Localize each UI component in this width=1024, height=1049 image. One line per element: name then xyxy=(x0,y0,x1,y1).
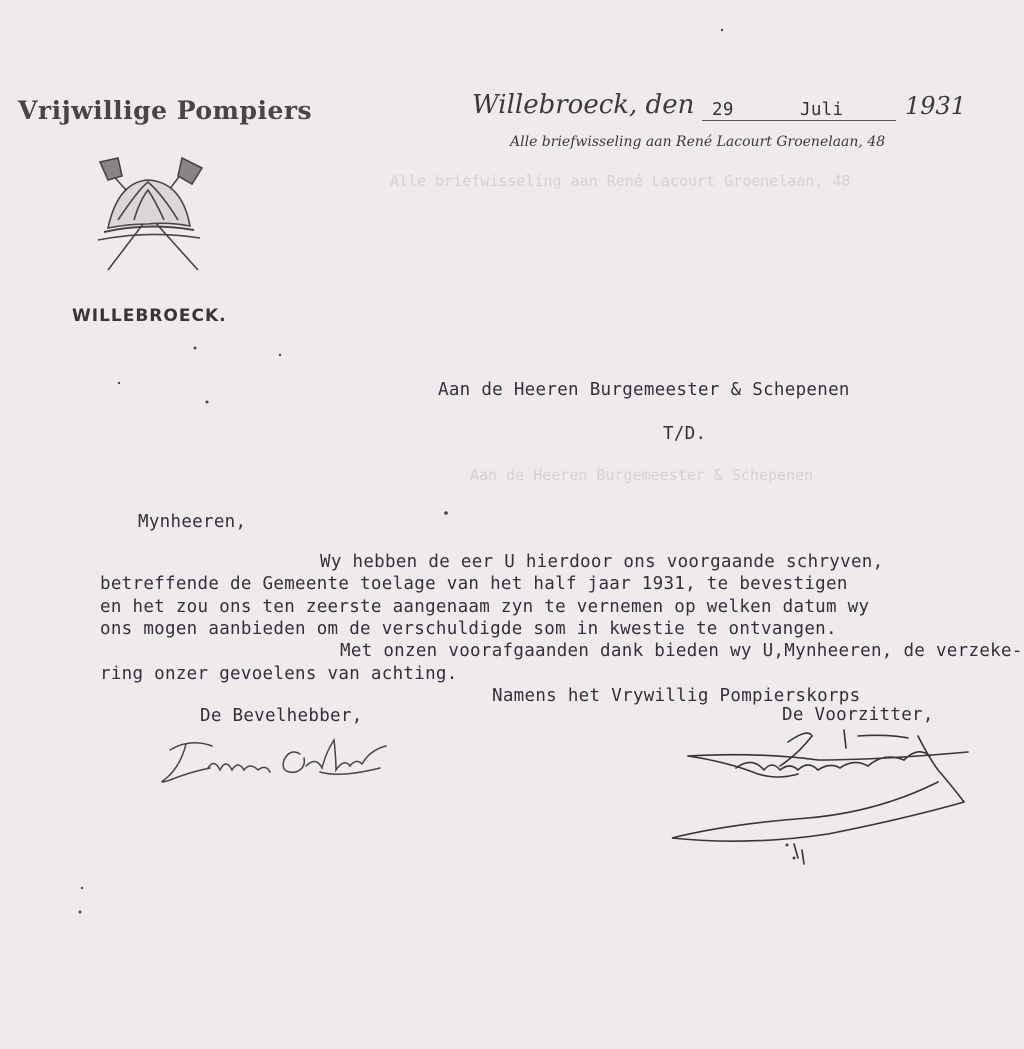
date-year: 1931 xyxy=(905,92,967,120)
organization-name: Vrijwillige Pompiers xyxy=(18,96,313,125)
closing-line: Namens het Vrywillig Pompierskorps xyxy=(492,686,861,706)
greeting: Mynheeren, xyxy=(138,512,247,532)
addressee: Aan de Heeren Burgemeester & Schepenen xyxy=(438,380,850,400)
correspondence-address: Alle briefwisseling aan René Lacourt Groenelaan, 48 xyxy=(510,134,886,150)
body-line: Met onzen voorafgaanden dank bieden wy U,Mynheeren, de verzeke- xyxy=(340,641,1023,661)
left-signatory-title: De Bevelhebber, xyxy=(200,706,363,726)
body-line: en het zou ons ten zeerste aangenaam zyn te vernemen op welken datum wy xyxy=(100,597,870,617)
place-date-label: Willebroeck, den xyxy=(472,90,695,120)
organization-city: WILLEBROECK. xyxy=(72,306,227,326)
body-line: ring onzer gevoelens van achting. xyxy=(100,664,458,684)
addressee-td: T/D. xyxy=(663,424,707,444)
right-signatory-title: De Voorzitter, xyxy=(782,705,934,725)
body-line: ons mogen aanbieden om de verschuldigde som in kwestie te ontvangen. xyxy=(100,619,837,639)
body-line: betreffende de Gemeente toelage van het half jaar 1931, te bevestigen xyxy=(100,574,848,594)
body-line: Wy hebben de eer U hierdoor ons voorgaande schryven, xyxy=(320,552,884,572)
date-day: 29 xyxy=(712,100,734,120)
bleed-through-text: Alle briefwisseling aan René Lacourt Groenelaan, 48 xyxy=(390,172,851,190)
bleed-through-text: Aan de Heeren Burgemeester & Schepenen xyxy=(470,466,814,484)
date-month: Juli xyxy=(800,100,844,120)
